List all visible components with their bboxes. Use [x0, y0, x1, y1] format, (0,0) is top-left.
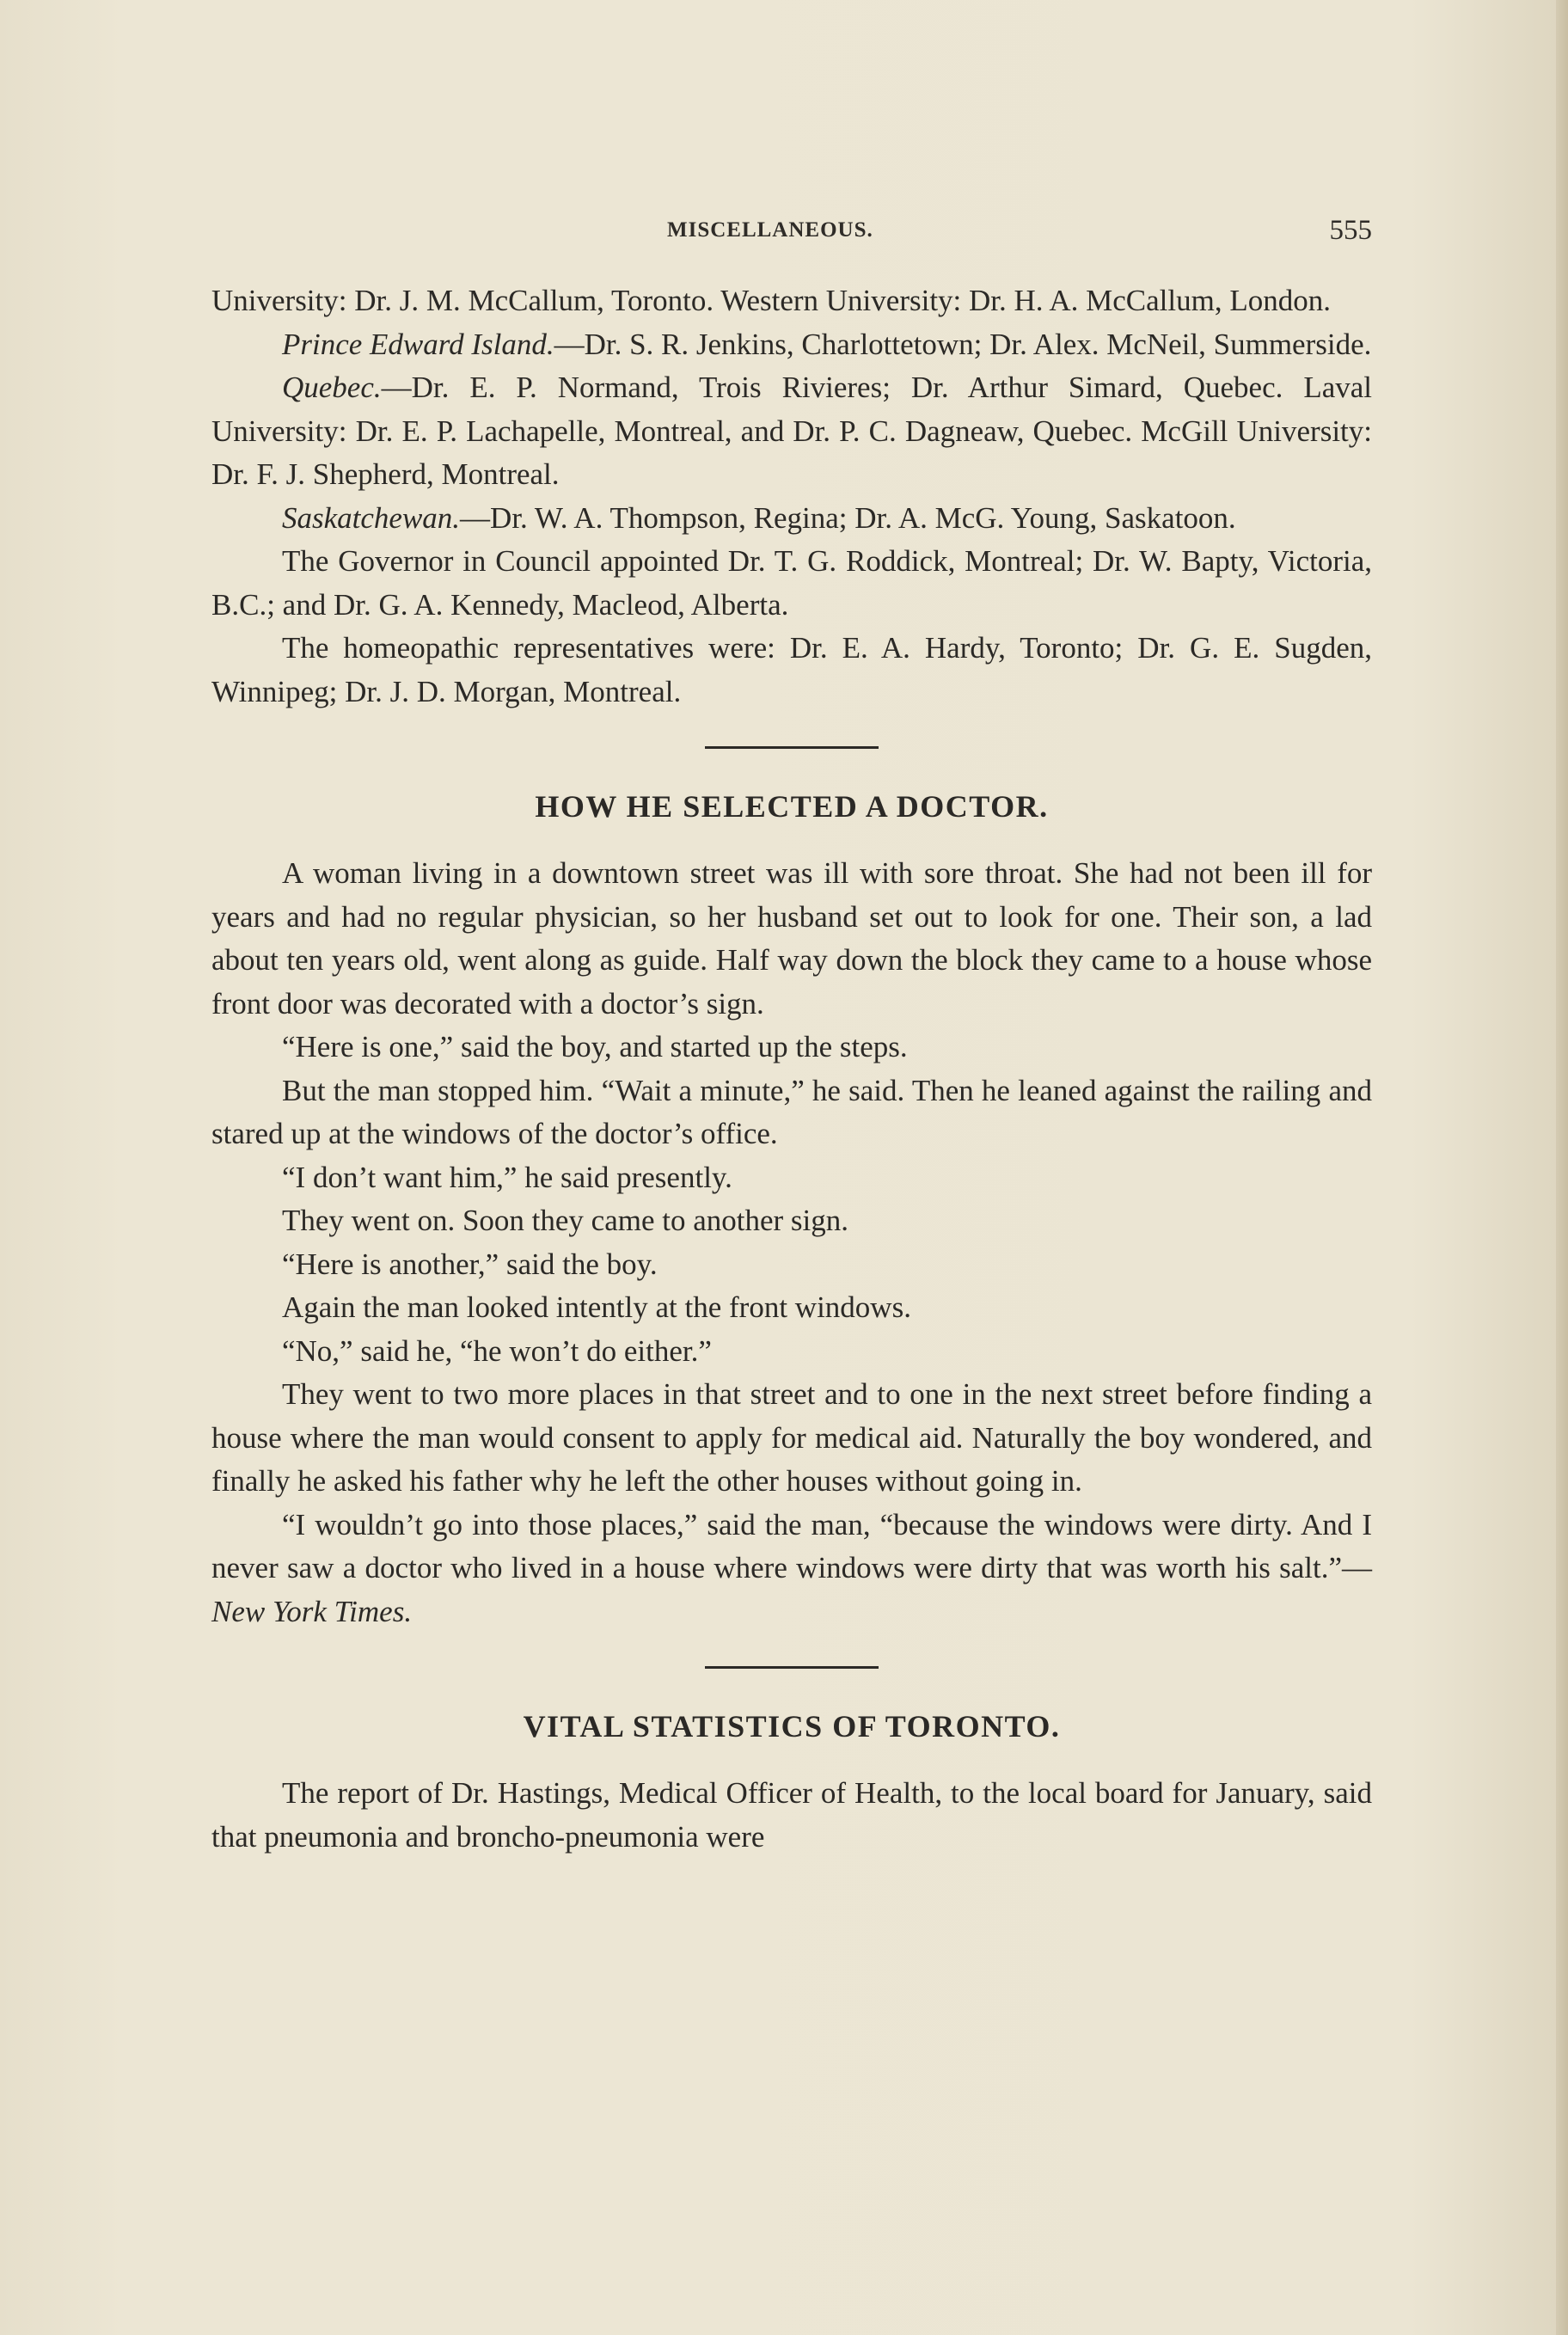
- article-paragraph: “No,” said he, “he won’t do either.”: [282, 1333, 712, 1368]
- article-paragraph: A woman living in a downtown street was ill with sore throat. She had not been ill for years and had no regular physician, so her husband set out to look for one. Their son, a lad about ten years old, went along as guide. Half way down the block they came to a house whose front door was decorated with a doctor’s sign.: [211, 856, 1372, 1020]
- article-paragraph-final: [211, 1504, 1372, 1634]
- article-paragraph: “Here is another,” said the boy.: [282, 1247, 658, 1281]
- paragraph-homeopathic: [211, 627, 1372, 714]
- article-paragraph: Again the man looked intently at the front windows.: [282, 1290, 911, 1324]
- article-paragraph: But the man stopped him. “Wait a minute,” he said. Then he leaned against the railing and stared up at the windows of the doctor’s office.: [211, 1073, 1372, 1150]
- page-edge: [1556, 0, 1568, 2335]
- section-divider: [705, 1666, 879, 1669]
- paragraph-text: The Governor in Council appointed Dr. T. G. Roddick, Montreal; Dr. W. Bapty, Victoria, B.C.; and Dr. G. A. Kennedy, Macleod, Alberta.: [211, 544, 1372, 622]
- paragraph-text: University: Dr. J. M. McCallum, Toronto. Western University: Dr. H. A. McCallum, London.: [211, 284, 1331, 317]
- paragraph-quebec: [211, 366, 1372, 497]
- page-body: [211, 279, 1372, 1859]
- paragraph-saskatchewan: [211, 497, 1372, 541]
- paragraph-text: The homeopathic representatives were: Dr. E. A. Hardy, Toronto; Dr. G. E. Sugden, Winnipeg; Dr. J. D. Morgan, Montreal.: [211, 631, 1372, 708]
- source-citation: New York Times.: [211, 1594, 413, 1628]
- page-header: [211, 215, 1372, 249]
- article-paragraph: “Here is one,” said the boy, and started up the steps.: [282, 1030, 908, 1063]
- article-paragraph: The report of Dr. Hastings, Medical Officer of Health, to the local board for January, said that pneumonia and broncho-pneumonia were: [211, 1776, 1372, 1854]
- province-label: Prince Edward Island.: [282, 327, 554, 361]
- paragraph-university: [211, 279, 1372, 323]
- province-label: Saskatchewan.: [282, 500, 461, 535]
- section-divider: [705, 746, 879, 749]
- paragraph-text: —Dr. S. R. Jenkins, Charlottetown; Dr. Alex. McNeil, Summerside.: [554, 327, 1372, 361]
- running-head: MISCELLANEOUS.: [667, 218, 873, 242]
- paragraph-prince-edward-island: [211, 323, 1372, 367]
- paragraph-text: “I wouldn’t go into those places,” said the man, “because the windows were dirty. And I never saw a doctor who lived in a house where windows were dirty that was worth his salt.”—: [211, 1507, 1372, 1584]
- article-paragraph: They went on. Soon they came to another sign.: [282, 1204, 849, 1237]
- paragraph-text: —Dr. E. P. Normand, Trois Rivieres; Dr. Arthur Simard, Quebec. Laval University: Dr. E. P. Lachapelle, Montreal, and Dr. P. C. Dagneaw, Quebec. McGill University: Dr. F. J. Shepherd, Montreal.: [211, 371, 1372, 491]
- article-paragraph: “I don’t want him,” he said presently.: [282, 1160, 732, 1194]
- article-title-doctor: HOW HE SELECTED A DOCTOR.: [535, 789, 1049, 824]
- article-paragraph: They went to two more places in that street and to one in the next street before finding a house where the man would consent to apply for medical aid. Naturally the boy wondered, and finally he asked his father why he left the other houses without going in.: [211, 1377, 1372, 1498]
- paragraph-text: —Dr. W. A. Thompson, Regina; Dr. A. McG. Young, Saskatoon.: [460, 500, 1236, 535]
- province-label: Quebec.: [282, 371, 382, 404]
- page-number: 555: [1329, 215, 1372, 246]
- article-title-vital-statistics: VITAL STATISTICS OF TORONTO.: [523, 1709, 1061, 1744]
- paragraph-governor: [211, 540, 1372, 627]
